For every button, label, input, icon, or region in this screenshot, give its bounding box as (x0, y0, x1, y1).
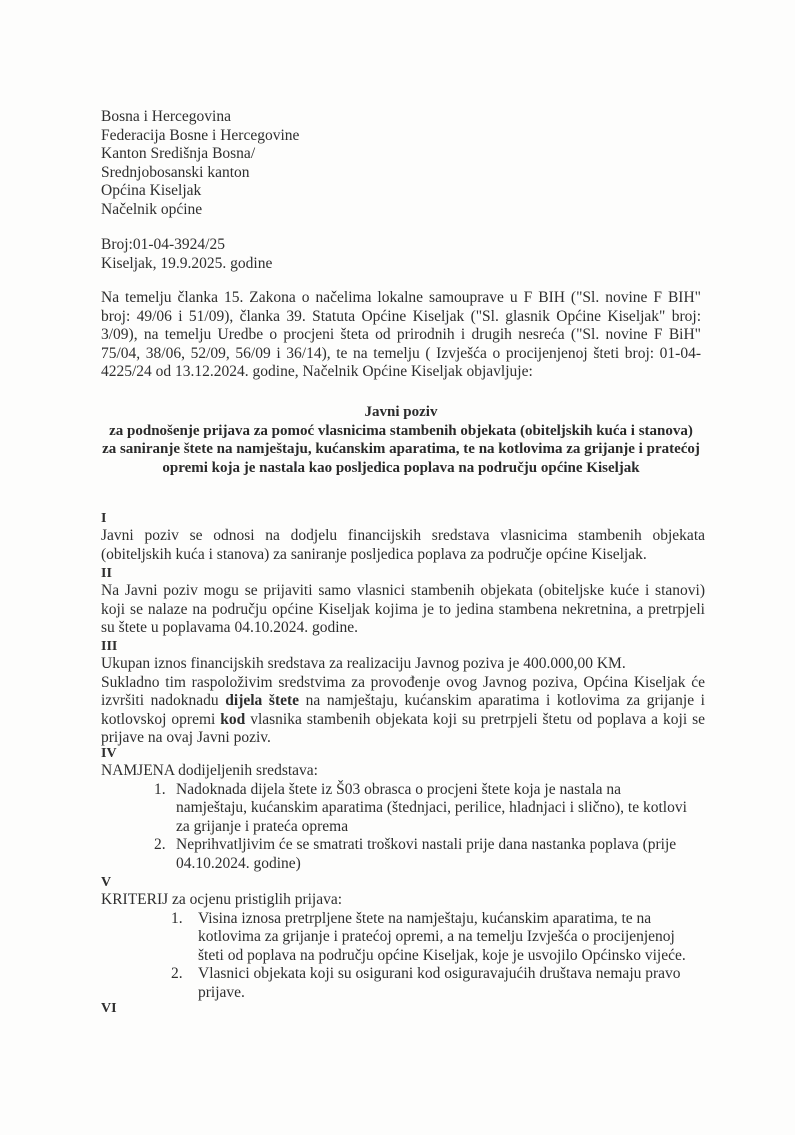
section-1 (101, 511, 705, 564)
text-run: vlasnika stambenih objekata koji su pretrpjeli štetu od poplava a koji se prijave na ovaj Javni poziv. (101, 710, 705, 746)
section-2 (101, 566, 705, 638)
list-text: Nadoknada dijela štete iz Š03 obrasca o procjeni štete koja je nastala na namještaju, kućanskim aparatima (štednjaci, perilice, hladnjaci i slično), te kotlovi za grijanje i prateća oprema (176, 780, 687, 835)
letterhead-line: Kanton Središnja Bosna/ (101, 145, 256, 162)
section-6 (101, 1001, 705, 1017)
section-lead: KRITERIJ za ocjenu pristiglih prijava: (101, 891, 343, 908)
section-text-rich (101, 674, 705, 748)
reference-block (101, 235, 272, 273)
text-run: Sukladno tim raspoloživim sredstvima za provođenje ovog Javnog poziva, Općina Kiseljak će izvršiti nadoknadu (101, 673, 705, 709)
letterhead-line: Bosna i Hercegovina (101, 108, 231, 125)
section-numeral: I (101, 511, 107, 526)
section-5 (101, 875, 705, 1002)
list-item (154, 836, 694, 873)
list-text: Neprihvatljivim će se smatrati troškovi nastali prije dana nastanka poplava (prije 04.10.2024. godine) (176, 836, 677, 872)
criteria-list (171, 910, 696, 1003)
letterhead (101, 108, 299, 219)
document-title: Javni poziv (364, 404, 438, 420)
list-text: Visina iznosa pretrpljene štete na namještaju, kućanskim aparatima, te na kotlovima za grijanje i pratećoj opremi, a na temelju Izvješća o procijenjenoj šteti od poplava na području općine Kiseljak, koje je usvojilo Općinsko vijeće. (198, 909, 686, 964)
place-date: Kiseljak, 19.9.2025. godine (101, 255, 273, 272)
section-numeral: II (101, 566, 112, 581)
letterhead-line: Općina Kiseljak (101, 182, 202, 199)
section-text: Javni poziv se odnosi na dodjelu financijskih sredstava vlasnicima stambenih objekata (obiteljskih kuća i stanova) za saniranje posljedica poplava za područje općine Kiseljak. (101, 527, 705, 563)
list-item (154, 781, 694, 837)
document-subtitle: za podnošenje prijava za pomoć vlasnicima stambenih objekata (obiteljskih kuća i stanova) za saniranje štete na namještaju, kućanskim aparatima, te na kotlovima za grijanje i pratećoj opremi koja je nastala kao posljedica poplava na području općine Kiseljak (102, 422, 700, 476)
text-run: na namještaju, kućanskim aparatima i kotlovima za grijanje i kotlovskoj opremi (101, 692, 705, 728)
section-text: Na Javni poziv mogu se prijaviti samo vlasnici stambenih objekata (obiteljske kuće i stanovi) koji se nalaze na području općine Kiseljak kojima je to jedina stambena nekretnina, a pretrpjeli su štete u poplavama 04.10.2024. godine. (101, 582, 705, 636)
section-4 (101, 746, 705, 873)
section-text: Ukupan iznos financijskih sredstava za realizaciju Javnog poziva je 400.000,00 KM. (101, 655, 626, 672)
section-numeral: IV (101, 746, 117, 761)
list-number: 1. (171, 909, 183, 927)
list-item (171, 910, 696, 966)
list-number: 1. (154, 780, 166, 798)
section-lead: NAMJENA dodijeljenih sredstava: (101, 762, 318, 779)
bold-run: kod (220, 710, 246, 728)
list-item (171, 965, 696, 1002)
purpose-list (154, 781, 694, 874)
bold-run: dijela štete (225, 692, 300, 709)
title-block (101, 403, 701, 477)
section-3 (101, 639, 705, 748)
letterhead-line: Federacija Bosne i Hercegovine (101, 126, 300, 144)
letterhead-line: Srednjobosanski kanton (101, 163, 250, 181)
section-numeral: III (101, 639, 118, 654)
section-numeral: VI (101, 1001, 117, 1016)
list-text: Vlasnici objekata koji su osigurani kod osiguravajućih društava nemaju pravo prijave. (198, 965, 681, 1001)
list-number: 2. (171, 965, 183, 982)
section-numeral: V (101, 875, 112, 890)
letterhead-line: Načelnik općine (101, 200, 203, 218)
list-number: 2. (154, 836, 166, 853)
reference-number: Broj:01-04-3924/25 (101, 236, 225, 253)
intro-paragraph: Na temelju članka 15. Zakona o načelima lokalne samouprave u F BIH ("Sl. novine F BIH" broj: 49/06 i 51/09), članka 39. Statuta Općine Kiseljak ("Sl. glasnik Općine Kiseljak" broj: 3/09), na temelju Uredbe o procjeni šteta od prirodnih i drugih nesreća ("Sl. novine F BiH" 75/04, 38/06, 52/09, 56/09 i 36/14), te na temelju ( Izvješća o procijenjenoj šteti broj: 01-04-4225/24 od 13.12.2024. godine, Načelnik Općine Kiseljak objavljuje: (101, 289, 701, 380)
